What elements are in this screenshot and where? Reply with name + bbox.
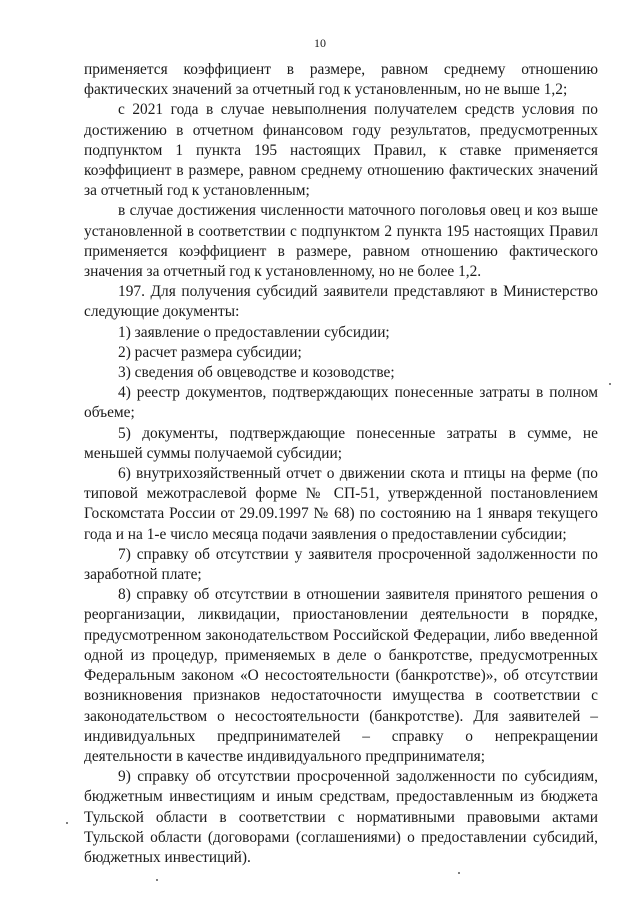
document-body (84, 60, 598, 868)
scan-speck (156, 879, 158, 881)
paragraph-2: с 2021 года в случае невыполнения получателем средств условия по достижению в отчетном финансовом году результатов, предусмотренных подпунктом 1 пункта 195 настоящих Правил, к ставке применяется коэффициент в размере, равном среднему отношению фактических значений за отчетный год к установленным; (84, 101, 598, 200)
list-item-7: 7) справку об отсутствии у заявителя просроченной задолженности по заработной плате; (84, 545, 598, 584)
list-item-3: 3) сведения об овцеводстве и козоводстве; (118, 364, 395, 382)
scan-speck (458, 872, 460, 874)
list-item-2: 2) расчет размера субсидии; (118, 343, 302, 361)
list-item-1: 1) заявление о предоставлении субсидии; (118, 323, 390, 341)
scan-speck (66, 822, 68, 824)
scan-speck (609, 383, 611, 385)
list-item-8: 8) справку об отсутствии в отношении заявителя принятого решения о реорганизации, ликвидации, приостановлении деятельности в порядке, предусмотренном законодательством Российской Федерации, либо введенной одной из процедур, применяемых в деле о банкротстве, предусмотренных Федеральным законом «О несостоятельности (банкротстве)», об отсутствии возникновения признаков недостаточности имущества в соответствии с законодательством о несостоятельности (банкротстве). Для заявителей – индивидуальных предпринимателей – справку о непрекращении деятельности в качестве индивидуального предпринимателя; (84, 586, 598, 765)
list-item-6: 6) внутрихозяйственный отчет о движении скота и птицы на ферме (по типовой межотраслевой форме № СП-51, утвержденной постановлением Госкомстата России от 29.09.1997 № 68) по состоянию на 1 января текущего года и на 1-е число месяца подачи заявления о предоставлении субсидии; (84, 465, 598, 543)
list-item-4: 4) реестр документов, подтверждающих понесенные затраты в полном объеме; (84, 384, 598, 422)
paragraph-4: 197. Для получения субсидий заявители представляют в Министерство следующие документы: (84, 283, 598, 321)
list-item-9: 9) справку об отсутствии просроченной задолженности по субсидиям, бюджетным инвестициям и иным средствам, предоставленным из бюджета Тульской области в соответствии с нормативными правовыми актами Тульской области (договорами (соглашениями) о предоставлении субсидий, бюджетных инвестиций). (84, 768, 598, 866)
paragraph-3: в случае достижения численности маточного поголовья овец и коз выше установленной в соответствии с подпунктом 2 пункта 195 настоящих Правил применяется коэффициент в размере, равном отношению фактического значения за отчетный год к установленному, но не более 1,2. (84, 202, 598, 281)
list-item-5: 5) документы, подтверждающие понесенные затраты в сумме, не меньшей суммы получаемой субсидии; (84, 424, 598, 462)
page-number: 10 (314, 36, 326, 50)
paragraph-1: применяется коэффициент в размере, равном среднему отношению фактических значений за отчетный год к установленным, но не выше 1,2; (84, 61, 598, 99)
